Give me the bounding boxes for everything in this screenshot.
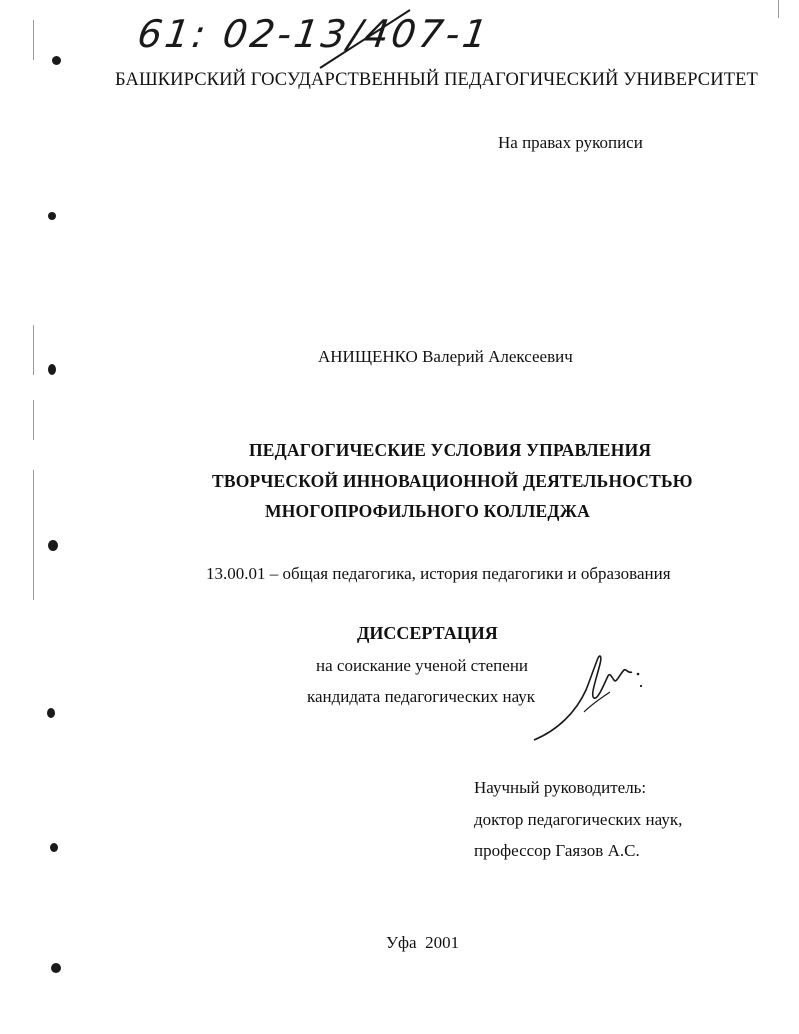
supervisor-degree: доктор педагогических наук, (474, 810, 683, 829)
degree-line: на соискание ученой степени (316, 656, 529, 675)
scan-edge-line (33, 470, 34, 600)
punch-hole-mark (51, 963, 61, 973)
title-line: ТВОРЧЕСКОЙ ИННОВАЦИОННОЙ ДЕЯТЕЛЬНОСТЬЮ (212, 471, 693, 491)
scan-edge-line (33, 325, 34, 375)
archive-code: 61: 02-13/407-1 (134, 12, 493, 56)
punch-hole-mark (48, 212, 56, 220)
manuscript-note: На правах рукописи (498, 133, 643, 152)
title-line: ПЕДАГОГИЧЕСКИЕ УСЛОВИЯ УПРАВЛЕНИЯ (249, 440, 652, 460)
university-name: БАШКИРСКИЙ ГОСУДАРСТВЕННЫЙ ПЕДАГОГИЧЕСКИЙ УНИВЕРСИТЕТ (115, 70, 758, 90)
punch-hole-mark (50, 843, 58, 852)
author-name: АНИЩЕНКО Валерий Алексеевич (318, 347, 573, 366)
author-signature (528, 650, 648, 745)
punch-hole-mark (48, 364, 56, 375)
scan-edge-line (33, 20, 34, 60)
supervisor-name: профессор Гаязов А.С. (474, 841, 640, 860)
punch-hole-mark (48, 540, 58, 551)
degree-line: кандидата педагогических наук (307, 687, 536, 706)
supervisor-role: Научный руководитель: (474, 778, 647, 797)
scan-edge-line (778, 0, 779, 18)
document-type: ДИССЕРТАЦИЯ (357, 623, 498, 643)
punch-hole-mark (52, 56, 61, 65)
city-year: Уфа 2001 (386, 933, 460, 952)
specialty-code: 13.00.01 – общая педагогика, история педагогики и образования (206, 564, 671, 583)
scan-edge-line (33, 400, 34, 440)
punch-hole-mark (47, 708, 55, 718)
title-line: МНОГОПРОФИЛЬНОГО КОЛЛЕДЖА (265, 501, 590, 521)
archive-code-stroke (300, 6, 430, 76)
